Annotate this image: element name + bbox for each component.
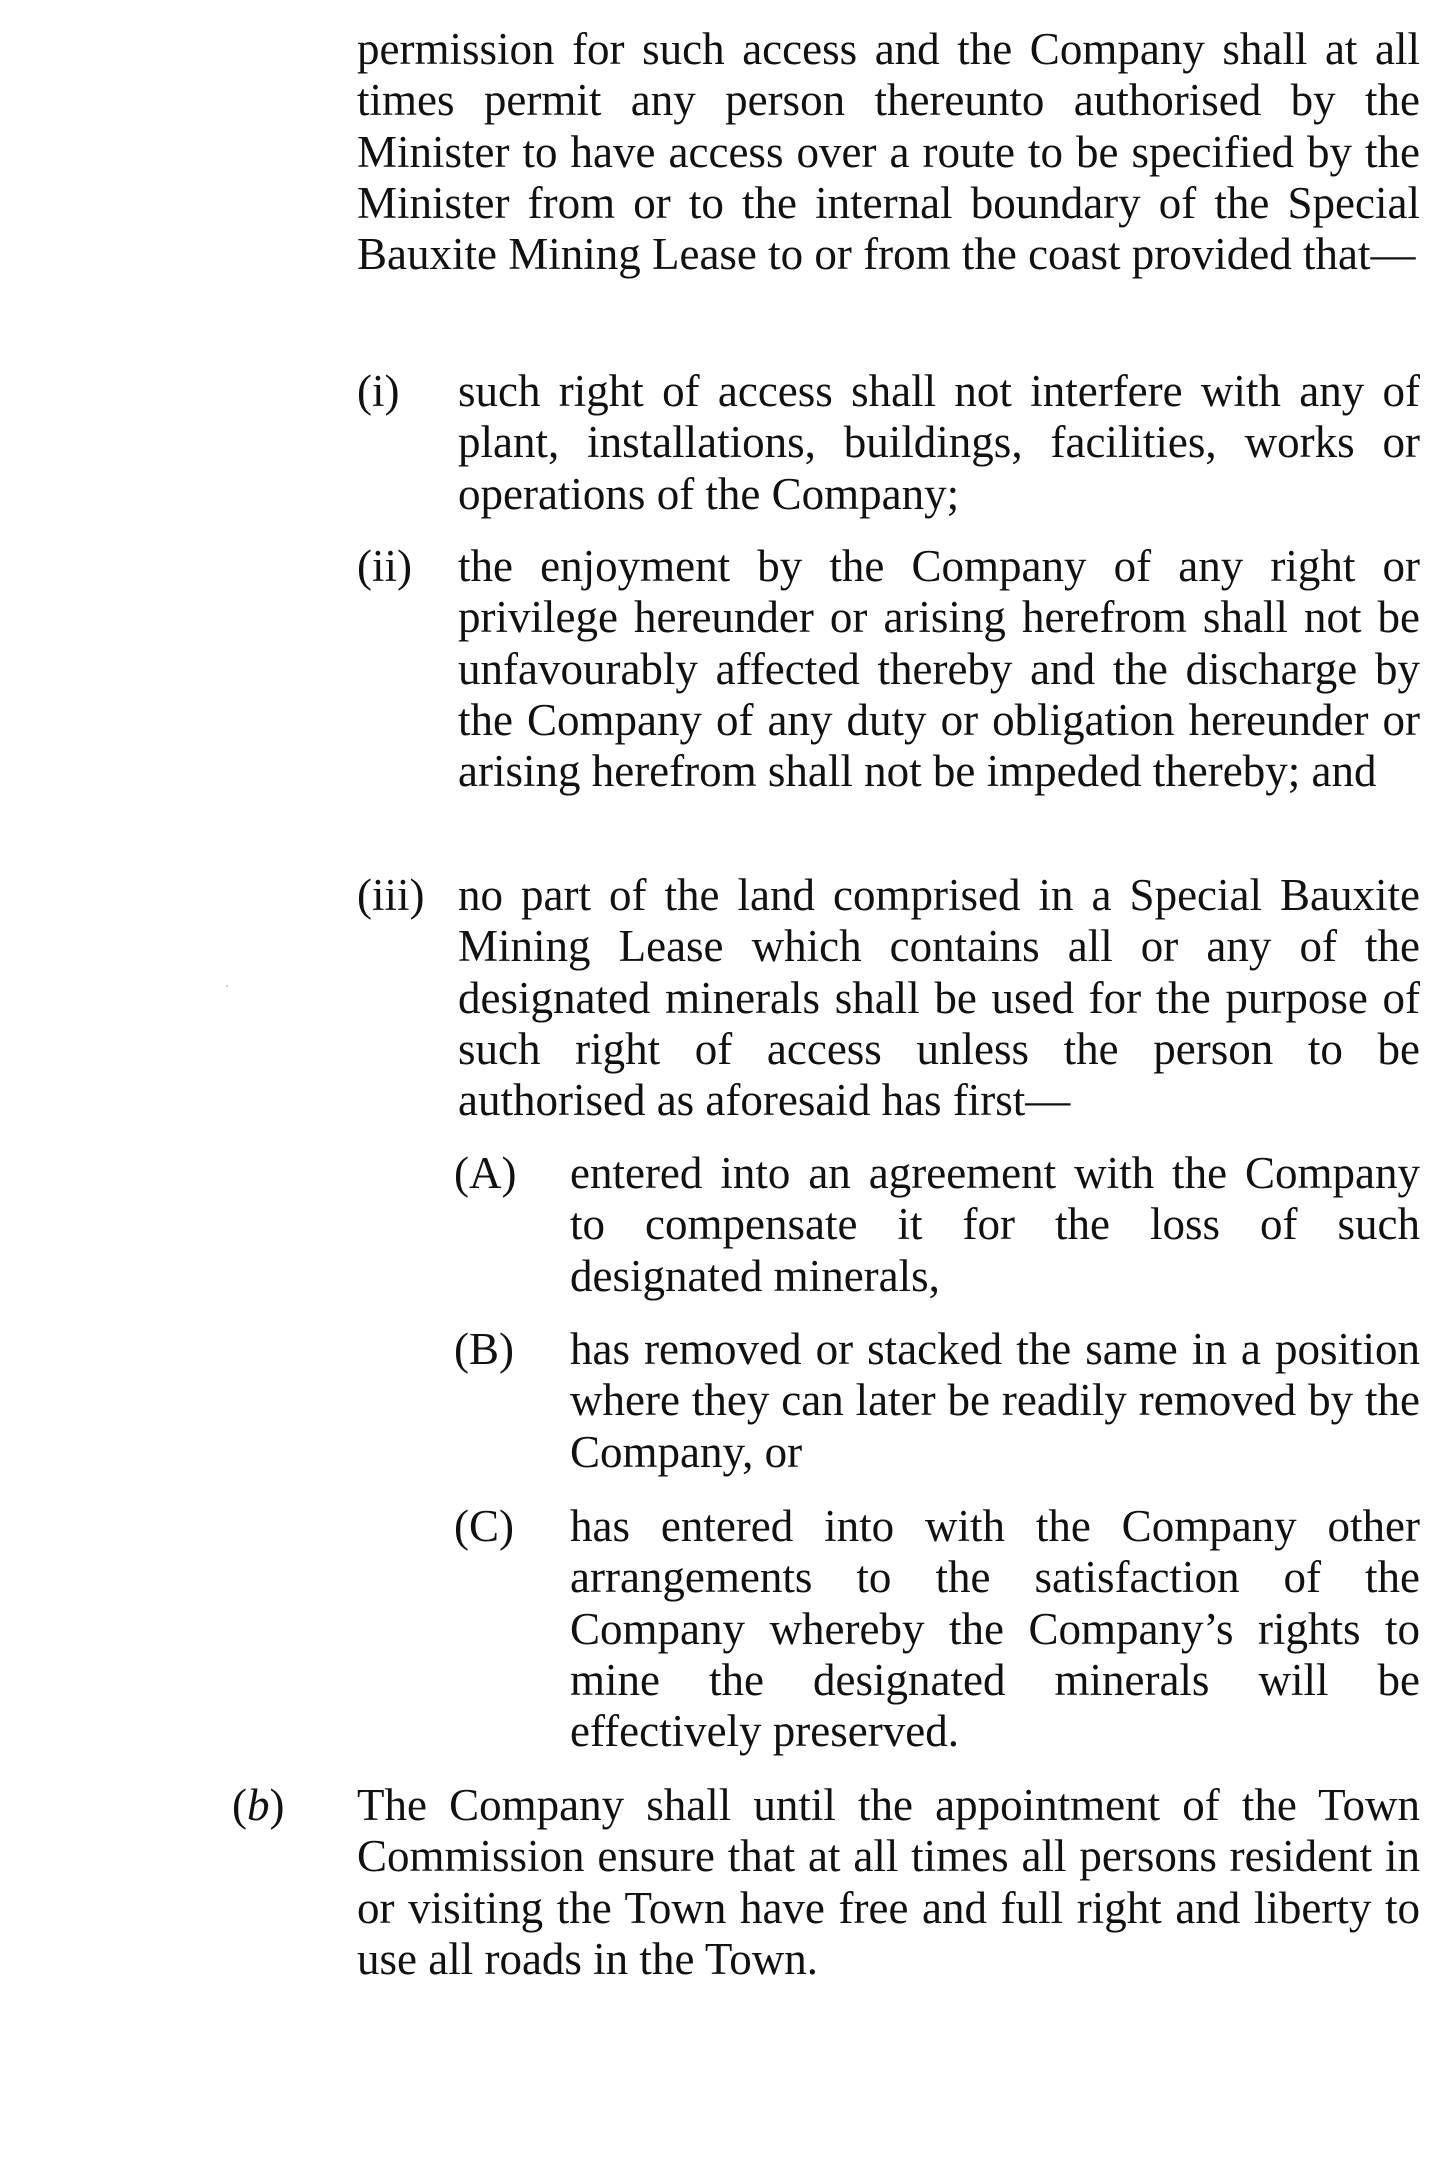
subclause-text: entered into an agreement with the Company to compensate it for the loss of such designated minerals, — [570, 1148, 1420, 1301]
subclause-text: has removed or stacked the same in a position where they can later be readily removed by the Company, or — [570, 1324, 1420, 1477]
scan-speck — [226, 985, 228, 987]
clause-text: no part of the land comprised in a Special Bauxite Mining Lease which contains all or any of the designated minerals shall be used for the purpose of such right of access unless the person to be authorised as aforesaid has first— — [458, 870, 1420, 1126]
clause-label: (ii) — [357, 541, 412, 591]
clause-text: such right of access shall not interfere with any of plant, installations, buildings, facilities, works or operations of the Company; — [458, 366, 1420, 519]
intro-paragraph: permission for such access and the Company shall at all times permit any person thereunto authorised by the Minister to have access over a route to be specified by the Minister from or to the internal boundary of the Special Bauxite Mining Lease to or from the coast provided that— — [357, 24, 1420, 280]
subclause-label: (C) — [454, 1501, 514, 1551]
clause-label: (iii) — [357, 870, 425, 920]
paragraph-label-letter: b — [247, 1780, 270, 1830]
paragraph-label: (b) — [232, 1780, 285, 1830]
paragraph-text: The Company shall until the appointment of the Town Commission ensure that at all times all persons resident in or visiting the Town have free and full right and liberty to use all roads in the Town. — [357, 1780, 1420, 1984]
subclause-label: (A) — [454, 1148, 517, 1198]
clause-label: (i) — [357, 366, 400, 416]
clause-text: the enjoyment by the Company of any right or privilege hereunder or arising herefrom shall not be unfavourably affected thereby and the discharge by the Company of any duty or obligation hereunder or arising herefrom shall not be impeded thereby; and — [458, 541, 1420, 797]
subclause-text: has entered into with the Company other arrangements to the satisfaction of the Company whereby the Company’s rights to mine the designated minerals will be effectively preserved. — [570, 1501, 1420, 1757]
subclause-label: (B) — [454, 1324, 514, 1374]
